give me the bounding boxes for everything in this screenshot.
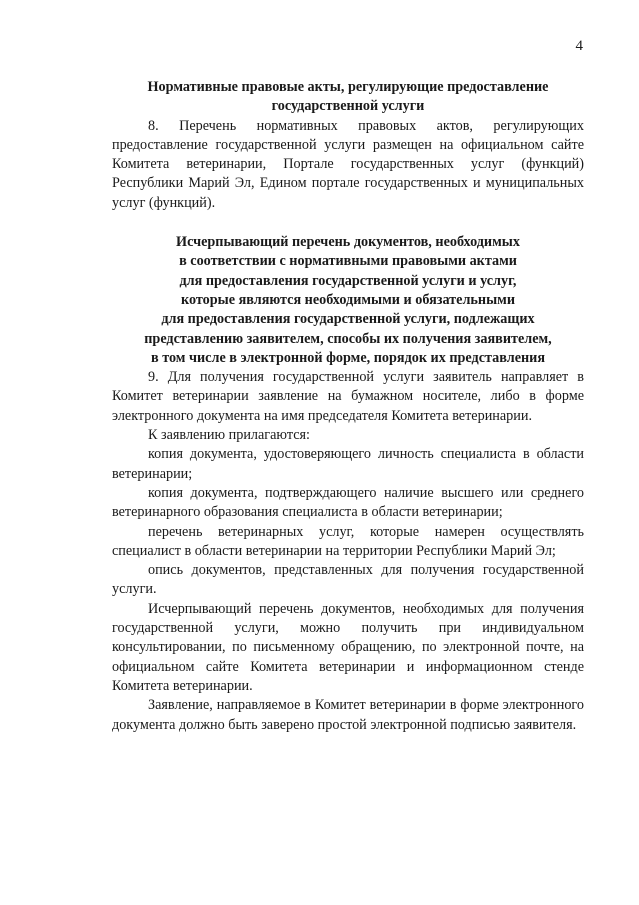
heading-line: в том числе в электронной форме, порядок их представления (150, 349, 546, 366)
paragraph-education-copy: копия документа, подтверждающего наличие высшего или среднего ветеринарного образования специалиста в области ветеринарии; (112, 484, 584, 521)
paragraph-9: 9. Для получения государственной услуги заявитель направляет в Комитет ветеринарии заявление на бумажном носителе, либо в форме электронного документа на имя председателя Комитета ветеринарии. (112, 369, 584, 424)
heading-line: для предоставления государственной услуги, подлежащих (161, 311, 535, 328)
paragraph-8: 8. Перечень нормативных правовых актов, регулирующих предоставление государственной услуги размещен на официальном сайте Комитета ветеринарии, Портале государственных услуг (функций) Республики Марий Эл, Едином портале государственных и муниципальных услуг (функций). (112, 117, 584, 211)
paragraph-services-list: перечень ветеринарных услуг, которые намерен осуществлять специалист в области ветеринарии на территории Республики Марий Эл; (112, 523, 584, 559)
heading-line: для предоставления государственной услуги и услуг, (179, 272, 517, 289)
heading-line: Нормативные правовые акты, регулирующие предоставление (147, 79, 549, 95)
document-body (112, 78, 584, 735)
paragraph-electronic-signature: Заявление, направляемое в Комитет ветеринарии в форме электронного документа должно быть заверено простой электронной подписью заявителя. (112, 697, 584, 733)
heading-line: в соответствии с нормативными правовыми актами (179, 253, 517, 270)
paragraph-identity-copy: копия документа, удостоверяющего личность специалиста в области ветеринарии; (112, 446, 584, 482)
page-number: 4 (575, 38, 583, 54)
paragraph-documents-inventory: опись документов, представленных для получения государственной услуги. (112, 562, 584, 598)
section-heading-documents (112, 233, 584, 368)
section-spacer (112, 213, 584, 233)
section-heading-legal-acts (112, 78, 584, 117)
heading-line: Исчерпывающий перечень документов, необходимых (176, 234, 520, 251)
heading-line: которые являются необходимыми и обязательными (181, 291, 515, 308)
heading-line: представлению заявителем, способы их получения заявителем, (144, 330, 552, 347)
paragraph-documents-availability: Исчерпывающий перечень документов, необходимых для получения государственной услуги, можно получить при индивидуальном консультировании, по письменному обращению, по электронной почте, на официальном сайте Комитета ветеринарии и информационном стенде Комитета ветеринарии. (112, 600, 584, 694)
paragraph-attachments-intro: К заявлению прилагаются: (148, 427, 310, 444)
heading-line: государственной услуги (271, 98, 425, 115)
